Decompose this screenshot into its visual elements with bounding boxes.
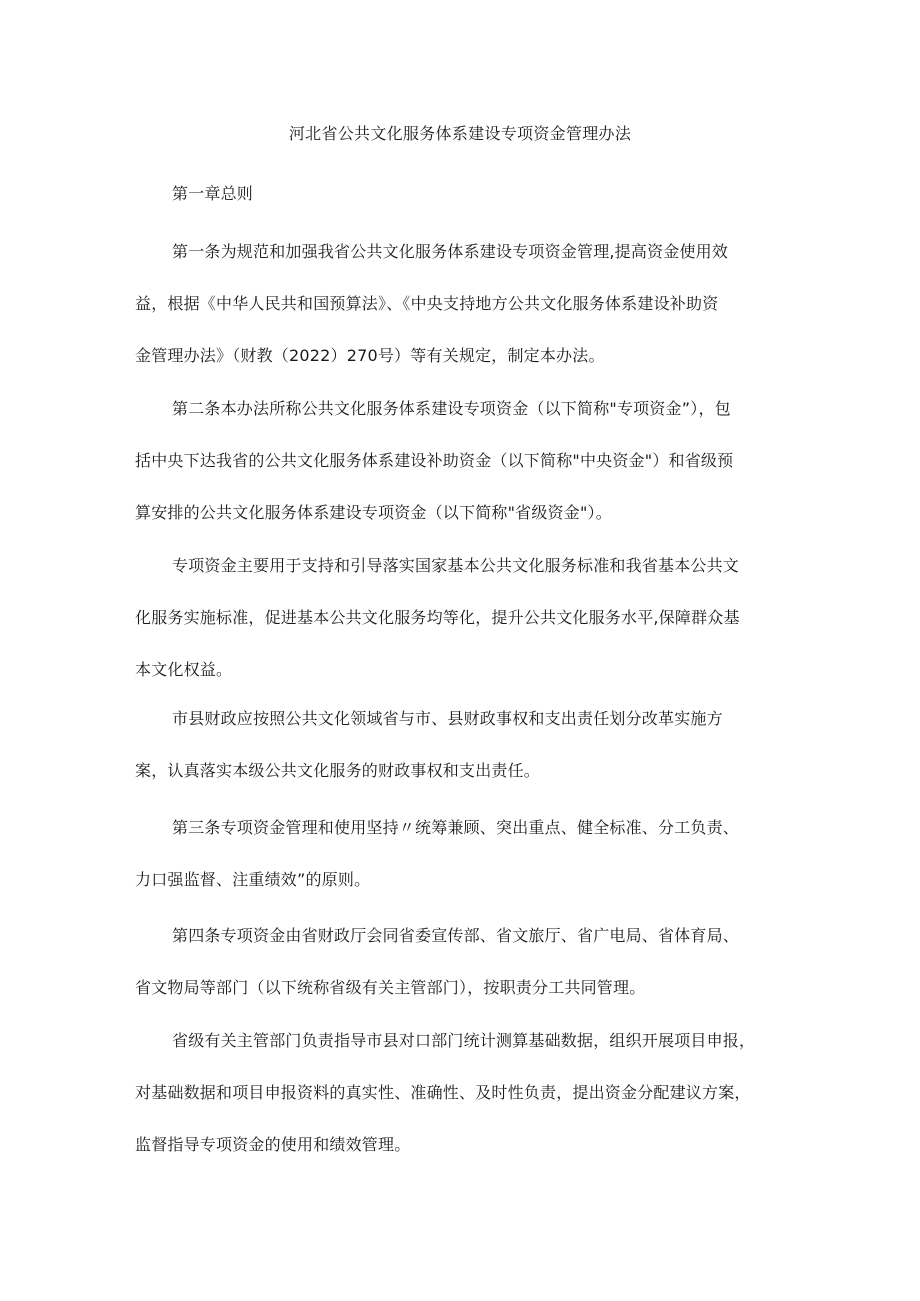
chapter-heading — [135, 168, 791, 220]
paragraph-line: 第二条本办法所称公共文化服务体系建设专项资金（以下简称"专项资金”），包 — [172, 399, 731, 418]
paragraph-line: 市县财政应按照公共文化领域省与市、县财政事权和支出责任划分改革实施方 — [172, 709, 723, 728]
paragraph-department-duties — [135, 1015, 791, 1171]
paragraph-article-4 — [135, 910, 791, 1014]
paragraph-line: 专项资金主要用于支持和引导落实国家基本公共文化服务标准和我省基本公共文 — [172, 556, 740, 575]
document-title: 河北省公共文化服务体系建设专项资金管理办法 — [288, 124, 632, 143]
paragraph-article-2 — [135, 383, 791, 539]
paragraph-article-3 — [135, 802, 791, 906]
paragraph-line: 算安排的公共文化服务体系建设专项资金（以下简称"省级资金"）。 — [135, 503, 612, 522]
paragraph-article-1 — [135, 226, 791, 382]
paragraph-line: 益，根据《中华人民共和国预算法》、《中央支持地方公共文化服务体系建设补助资 — [135, 294, 719, 313]
paragraph-line: 省级有关主管部门负责指导市县对口部门统计测算基础数据，组织开展项目申报， — [172, 1031, 756, 1050]
paragraph-line: 本文化权益。 — [135, 660, 233, 679]
chapter-heading-text: 第一章总则 — [172, 184, 254, 203]
paragraph-county-finance — [135, 693, 791, 797]
paragraph-line: 括中央下达我省的公共文化服务体系建设补助资金（以下简称"中央资金"）和省级预 — [135, 451, 734, 470]
paragraph-line: 第一条为规范和加强我省公共文化服务体系建设专项资金管理,提高资金使用效 — [172, 242, 729, 261]
paragraph-line: 监督指导专项资金的使用和绩效管理。 — [135, 1135, 411, 1154]
paragraph-line: 化服务实施标准，促进基本公共文化服务均等化，提升公共文化服务水平,保障群众基 — [135, 608, 740, 627]
paragraph-line: 省文物局等部门（以下统称省级有关主管部门），按职责分工共同管理。 — [135, 978, 646, 997]
paragraph-line: 案，认真落实本级公共文化服务的财政事权和支出责任。 — [135, 761, 541, 780]
paragraph-line: 力口强监督、注重绩效”的原则。 — [135, 870, 371, 889]
paragraph-special-fund-use — [135, 540, 791, 696]
paragraph-line: 第四条专项资金由省财政厅会同省委宣传部、省文旅厅、省广电局、省体育局、 — [172, 926, 740, 945]
paragraph-line: 对基础数据和项目申报资料的真实性、准确性、及时性负责，提出资金分配建议方案， — [135, 1083, 751, 1102]
paragraph-line: 金管理办法》（财教（2022）270号）等有关规定，制定本办法。 — [135, 346, 605, 365]
paragraph-line: 第三条专项资金管理和使用坚持〃统筹兼顾、突出重点、健全标准、分工负责、 — [172, 818, 740, 837]
